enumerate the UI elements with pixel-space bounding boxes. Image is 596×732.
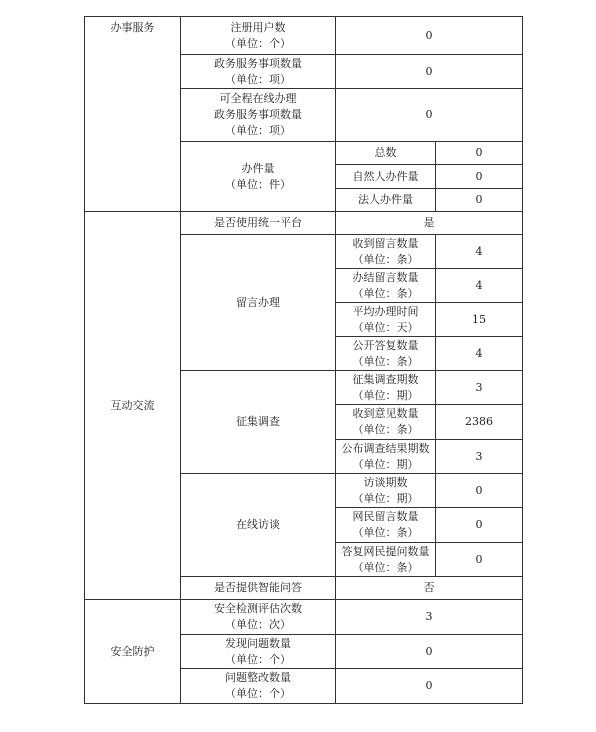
- survey-periods-value: 3: [436, 371, 523, 405]
- online-items-label: 可全程在线办理 政务服务事项数量 （单位：项）: [181, 89, 336, 142]
- registered-users-value: 0: [336, 17, 523, 55]
- survey-opinions-label: 收到意见数量 （单位：条）: [336, 405, 436, 440]
- statistics-table: [84, 16, 523, 704]
- assessments-label: 安全检测评估次数 （单位：次）: [181, 600, 336, 635]
- interview-netizen-msgs-value: 0: [436, 508, 523, 543]
- section-service-title: 办事服务: [85, 17, 181, 212]
- messages-avg-time-value: 15: [436, 303, 523, 337]
- smart-qa-label: 是否提供智能问答: [181, 577, 336, 600]
- interview-periods-label: 访谈期数 （单位：期）: [336, 474, 436, 508]
- interview-periods-value: 0: [436, 474, 523, 508]
- issues-found-label: 发现问题数量 （单位：个）: [181, 635, 336, 669]
- survey-opinions-value: 2386: [436, 405, 523, 440]
- interview-netizen-msgs-label: 网民留言数量 （单位：条）: [336, 508, 436, 543]
- cases-total-label: 总数: [336, 142, 436, 165]
- table-row: [85, 600, 523, 635]
- interview-label: 在线访谈: [181, 474, 336, 577]
- messages-received-label: 收到留言数量 （单位：条）: [336, 235, 436, 269]
- section-security-title: 安全防护: [85, 600, 181, 704]
- table-row: [85, 17, 523, 55]
- issues-fixed-label: 问题整改数量 （单位：个）: [181, 669, 336, 704]
- interview-answers-label: 答复网民提问数量 （单位：条）: [336, 543, 436, 577]
- assessments-value: 3: [336, 600, 523, 635]
- messages-public-replies-label: 公开答复数量 （单位：条）: [336, 337, 436, 371]
- messages-label: 留言办理: [181, 235, 336, 371]
- service-items-value: 0: [336, 55, 523, 89]
- survey-results-label: 公布调查结果期数 （单位：期）: [336, 440, 436, 474]
- table-row: [85, 212, 523, 235]
- messages-closed-value: 4: [436, 269, 523, 303]
- cases-legal-value: 0: [436, 189, 523, 212]
- survey-periods-label: 征集调查期数 （单位：期）: [336, 371, 436, 405]
- unified-platform-value: 是: [336, 212, 523, 235]
- smart-qa-value: 否: [336, 577, 523, 600]
- registered-users-label: 注册用户数 （单位：个）: [181, 17, 336, 55]
- survey-label: 征集调查: [181, 371, 336, 474]
- service-items-label: 政务服务事项数量 （单位：项）: [181, 55, 336, 89]
- issues-fixed-value: 0: [336, 669, 523, 704]
- cases-legal-label: 法人办件量: [336, 189, 436, 212]
- online-items-value: 0: [336, 89, 523, 142]
- issues-found-value: 0: [336, 635, 523, 669]
- messages-public-replies-value: 4: [436, 337, 523, 371]
- messages-received-value: 4: [436, 235, 523, 269]
- cases-natural-value: 0: [436, 165, 523, 189]
- messages-closed-label: 办结留言数量 （单位：条）: [336, 269, 436, 303]
- interview-answers-value: 0: [436, 543, 523, 577]
- survey-results-value: 3: [436, 440, 523, 474]
- unified-platform-label: 是否使用统一平台: [181, 212, 336, 235]
- cases-natural-label: 自然人办件量: [336, 165, 436, 189]
- cases-label: 办件量 （单位：件）: [181, 142, 336, 212]
- messages-avg-time-label: 平均办理时间 （单位：天）: [336, 303, 436, 337]
- cases-total-value: 0: [436, 142, 523, 165]
- section-interaction-title: 互动交流: [85, 212, 181, 600]
